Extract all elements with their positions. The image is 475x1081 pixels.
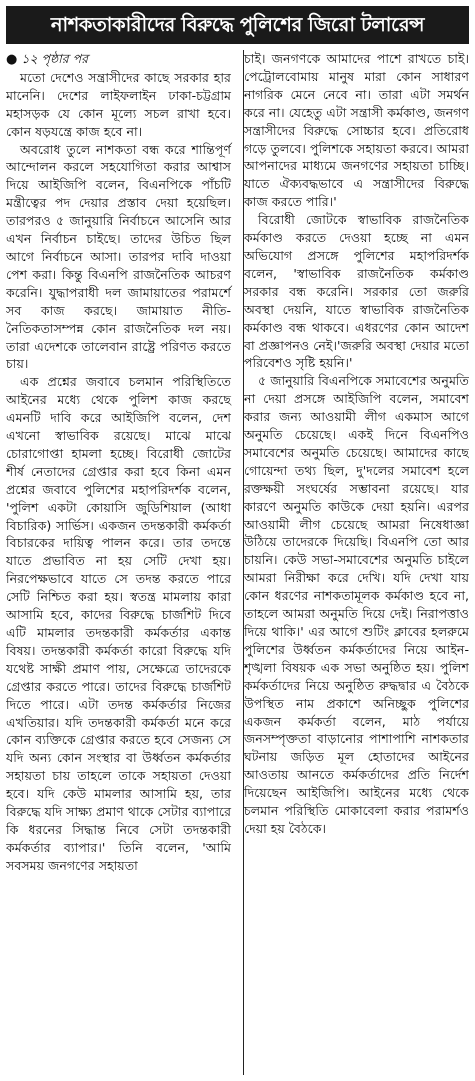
- article-paragraph: অবরোধ তুলে নাশকতা বন্ধ করে শান্তিপূর্ণ আন্দোলন করলে সহযোগিতা করার আশ্বাস দিয়ে আইজিপি বলেন, বিএনপিকে পাঁচটি মন্ত্রীত্বের পদ দেয়ার প্রস্তাব দেয়া হয়েছিল। তারপরও ৫ জানুয়ারি নির্বাচনে আসেনি আর এখন নির্বাচন চাইছে। তাদের উচিত ছিল আগে নির্বাচনে আসা। তারপর দাবি দাওয়া পেশ করা। কিন্তু বিএনপি রাজনৈতিক আচরণ করেনি। যুদ্ধাপরাধী দল জামায়াতের পরামর্শে সব কাজ করছে। জামায়াত নীতি-নৈতিকতাসম্পন্ন কোন রাজনৈতিক দল নয়। তারা এদেশকে তালেবান রাষ্ট্রে পরিণত করতে চায়।: [6, 141, 231, 372]
- article-paragraph: এক প্রশ্নের জবাবে চলমান পরিস্থিতিতে আইনের মধ্যে থেকে পুলিশ কাজ করছে এমনটি দাবি করে আইজিপি বলেন, দেশ এখনো স্বাভাবিক রয়েছে। মাঝে মাঝে চোরাগোপ্তা হামলা হচ্ছে। বিরোধী জোটের শীর্ষ নেতাদের গ্রেপ্তার করা হবে কিনা এমন প্রশ্নের জবাবে পুলিশের মহাপরিদর্শক বলেন, 'পুলিশ একটা কোয়াসি জুডিশিয়াল (আধা বিচারিক) সার্ভিস। একজন তদন্তকারী কর্মকর্তা বিচারকের দায়িত্ব পালন করে। তার তদন্তে যাতে প্রভাবিত না হয় সেটি দেখা হয়। নিরপেক্ষভাবে যাতে সে তদন্ত করতে পারে সেটি নিশ্চিত করা হয়। স্বতন্ত্র মামলায় কারা আসামি হবে, কাদের বিরুদ্ধে চার্জশিট দিবে এটি মামলার তদন্তকারী কর্মকর্তার একান্ত বিষয়। তদন্তকারী কর্মকর্তা কারো বিরুদ্ধে যদি যথেষ্ট সাক্ষী প্রমাণ পায়, সেক্ষেত্রে তাদেরকে গ্রেপ্তার করতে পারে। তাদের বিরুদ্ধে চার্জশিট দিতে পারে। এটা তদন্ত কর্মকর্তার নিজের এখতিয়ার। যদি তদন্তকারী কর্মকর্তা মনে করে কোন ব্যক্তিকে গ্রেপ্তার করতে হবে সেজন্য সে যদি অন্য কোন সংস্থার বা উর্ধ্বতন কর্মকর্তার সহায়তা চায় তাহলে তাকে সহায়তা দেওয়া হবে। যদি কেউ মামলার আসামি হয়, তার বিরুদ্ধে যদি সাক্ষ্য প্রমাণ থাকে সেটার ব্যাপারে কি ধরনের সিদ্ধান্ত নিবে সেটা তদন্তকারী কর্মকর্তার ব্যাপার।' তিনি বলেন, 'আমি সবসময় জনগণের সহায়তা: [6, 374, 231, 873]
- continued-from-line: [6, 50, 231, 69]
- bullet-icon: ●: [6, 52, 18, 67]
- column-divider: [243, 50, 244, 1075]
- article-paragraph: বিরোধী জোটকে স্বাভাবিক রাজনৈতিক কর্মকাণ্ড করতে দেওয়া হচ্ছে না এমন অভিযোগ প্রসঙ্গে পুলিশের মহাপরিদর্শক বলেন, 'স্বাভাবিক রাজনৈতিক কর্মকাণ্ড সরকার বন্ধ করেনি। সরকার তো জরুরি অবস্থা দেয়নি, যাতে স্বাভাবিক রাজনৈতিক কর্মকাণ্ড বন্ধ থাকবে। এধরণের কোন আদেশ বা প্রজ্ঞাপনও নেই।'জরুরি অবস্থা দেয়ার মতো পরিবেশও সৃষ্টি হয়নি।': [244, 212, 469, 371]
- article-paragraph: চাই। জনগণকে আমাদের পাশে রাখতে চাই। পেট্রোলবোমায় মানুষ মারা কোন সাধারণ নাগরিক মেনে নেবে না। তারা এটা সমর্থন করে না। যেহেতু এটা সন্ত্রাসী কর্মকাণ্ড, জনগণ সন্ত্রাসীদের বিরুদ্ধে সোচ্চার হবে। প্রতিরোধ গড়ে তুলবে। পুলিশকে সহায়তা করবে। আমরা আপনাদের মাধ্যমে জনগণের সহায়তা চাচ্ছি। যাতে ঐক্যবদ্ধভাবে এ সন্ত্রাসীদের বিরুদ্ধে কাজ করতে পারি।': [244, 51, 469, 210]
- article-paragraph: ৫ জানুয়ারি বিএনপিকে সমাবেশের অনুমতি না দেয়া প্রসঙ্গে আইজিপি বলেন, সমাবেশ করার জন্য আওয়ামী লীগ একমাস আগে অনুমতি চেয়েছে। একই দিনে বিএনপিও সমাবেশের অনুমতি চেয়েছে। আমাদের কাছে গোয়েন্দা তথ্য ছিল, দু'দলের সমাবেশ হলে রক্তক্ষয়ী সংঘর্ষের সম্ভাবনা রয়েছে। যার কারণে অনুমতি কাউকে দেয়া হয়নি। এরপর আওয়ামী লীগ চেয়েছে আমরা নিষেধাজ্ঞা উঠিয়ে তাদেরকে দিয়েছি। বিএনপি তো আর চায়নি। কেউ সভা-সমাবেশের অনুমতি চাইলে আমরা নিরীক্ষা করে দেখি। যদি দেখা যায় কোন ধরণের নাশকতামূলক কর্মকাণ্ড হবে না, তাহলে আমরা অনুমতি দিয়ে দেই। নিরাপত্তাও দিয়ে থাকি।' এর আগে শুটিং ক্লাবের হলরুমে পুলিশের উর্ধ্বতন কর্মকর্তাদের নিয়ে আইন-শৃঙ্খলা বিষয়ক এক সভা অনুষ্ঠিত হয়। পুলিশ কর্মকর্তাদের নিয়ে অনুষ্ঠিত রুদ্ধদ্বার এ বৈঠকে উপস্থিত নাম প্রকাশে অনিচ্ছুক পুলিশের একজন কর্মকর্তা বলেন, মাঠ পর্যায়ে জনসম্পৃক্ততা বাড়ানোর পাশাপাশি নাশকতার ঘটনায় জড়িত মূল হোতাদের আইনের আওতায় আনতে কর্মকর্তাদের প্রতি নির্দেশ দিয়েছেন আইজিপি। আইনের মধ্যে থেকে চলমান পরিস্থিতি মোকাবেলা করার পরামর্শও দেয়া হয় বৈঠকে।: [244, 373, 469, 836]
- right-column: [237, 50, 469, 1075]
- continued-from-label: ১২ পৃষ্ঠার পর: [21, 51, 89, 66]
- article-headline: নাশকতাকারীদের বিরুদ্ধে পুলিশের জিরো টলারেন্স: [6, 6, 469, 44]
- left-column: [6, 50, 237, 1075]
- article-paragraph: মতো দেশেও সন্ত্রাসীদের কাছে সরকার হার মানেনি। দেশের লাইফলাইন ঢাকা-চট্টগ্রাম মহাসড়ক যে কোন মূল্যে সচল রাখা হবে। কোন ষড়যন্ত্রে কাজ হবে না।: [6, 69, 231, 139]
- article-body: [6, 50, 469, 1075]
